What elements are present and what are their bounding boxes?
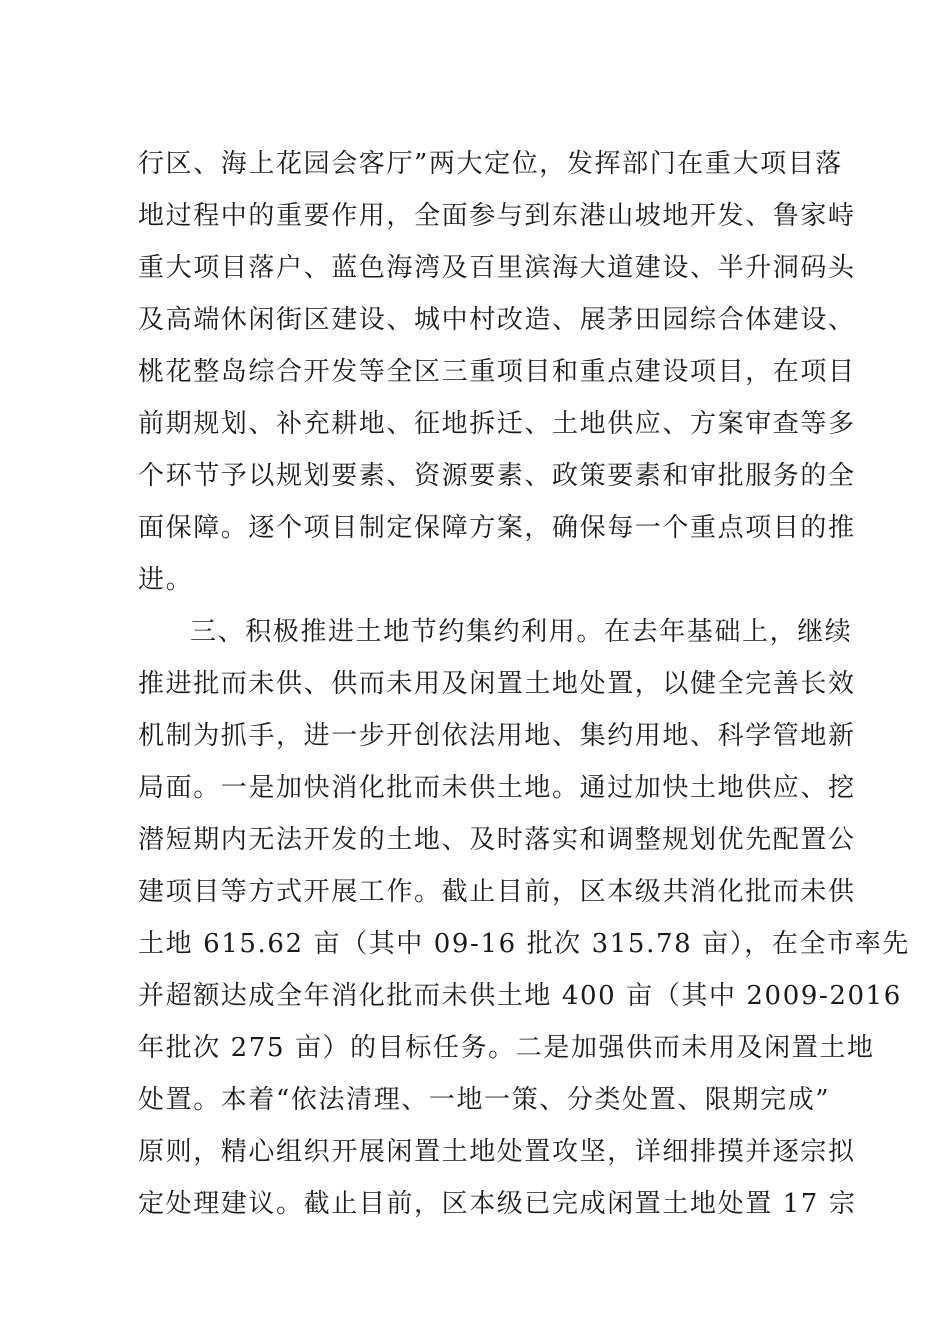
text-line: 处置。本着“依法清理、一地一策、分类处置、限期完成” xyxy=(138,1085,831,1115)
text-line: 并超额达成全年消化批而未供土地 400 亩（其中 2009-2016 xyxy=(138,981,902,1011)
text-line: 土地 615.62 亩（其中 09-16 批次 315.78 亩），在全市率先 xyxy=(138,929,910,959)
text-line: 面保障。逐个项目制定保障方案，确保每一个重点项目的推 xyxy=(138,513,856,543)
text-line: 桃花整岛综合开发等全区三重项目和重点建设项目，在项目 xyxy=(138,357,856,387)
text-line: 进。 xyxy=(138,565,194,595)
text-line: 机制为抓手，进一步开创依法用地、集约用地、科学管地新 xyxy=(138,721,856,751)
document-body xyxy=(138,138,910,1230)
text-line: 地过程中的重要作用，全面参与到东港山坡地开发、鲁家峙 xyxy=(138,201,856,231)
paragraph-heading-line: 三、积极推进土地节约集约利用。在去年基础上，继续 xyxy=(190,617,853,647)
text-line: 及高端休闲街区建设、城中村改造、展茅田园综合体建设、 xyxy=(138,305,856,335)
text-line: 局面。一是加快消化批而未供土地。通过加快土地供应、挖 xyxy=(138,773,856,803)
text-line: 个环节予以规划要素、资源要素、政策要素和审批服务的全 xyxy=(138,461,856,491)
text-line: 定处理建议。截止目前，区本级已完成闲置土地处置 17 宗 xyxy=(138,1189,857,1219)
text-line: 重大项目落户、蓝色海湾及百里滨海大道建设、半升洞码头 xyxy=(138,253,856,283)
text-line: 推进批而未供、供而未用及闲置土地处置，以健全完善长效 xyxy=(138,669,856,699)
text-line: 潜短期内无法开发的土地、及时落实和调整规划优先配置公 xyxy=(138,825,856,855)
text-line: 年批次 275 亩）的目标任务。二是加强供而未用及闲置土地 xyxy=(138,1033,875,1063)
text-line: 建项目等方式开展工作。截止目前，区本级共消化批而未供 xyxy=(138,877,856,907)
text-line: 前期规划、补充耕地、征地拆迁、土地供应、方案审查等多 xyxy=(138,409,856,439)
text-line: 原则，精心组织开展闲置土地处置攻坚，详细排摸并逐宗拟 xyxy=(138,1137,856,1167)
text-line: 行区、海上花园会客厅”两大定位，发挥部门在重大项目落 xyxy=(138,149,843,179)
